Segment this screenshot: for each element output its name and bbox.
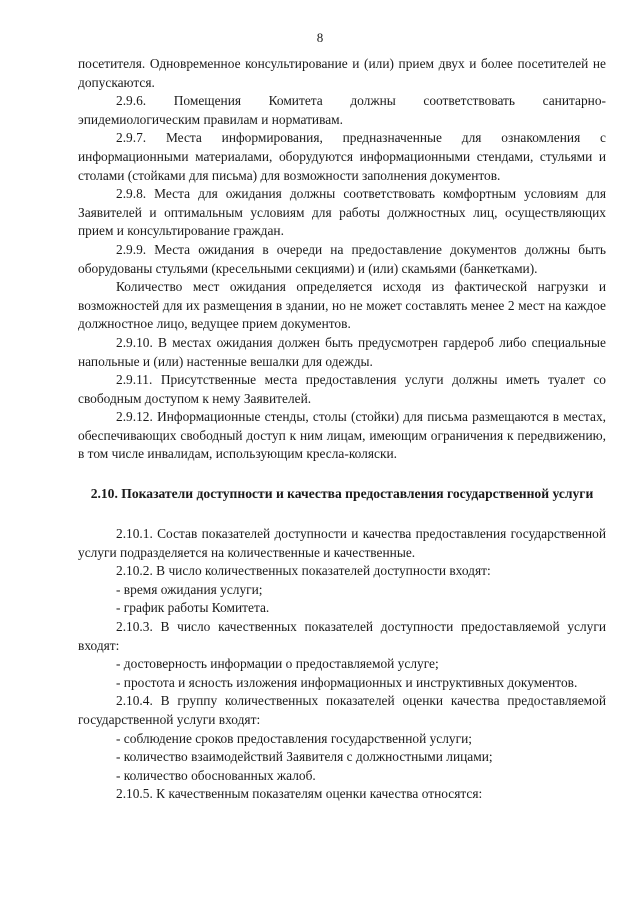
paragraph: - соблюдение сроков предоставления государственной услуги; xyxy=(116,730,472,746)
paragraph: 2.10.3. В число качественных показателей доступности предоставляемой услуги входят: xyxy=(78,619,606,653)
paragraph: - количество взаимодействий Заявителя с должностными лицами; xyxy=(116,749,493,765)
document-body xyxy=(78,55,606,804)
page-number: 8 xyxy=(316,30,324,45)
paragraph: 2.10.4. В группу количественных показателей оценки качества предоставляемой государственной услуги входят: xyxy=(78,693,606,727)
paragraph: 2.10.5. К качественным показателям оценки качества относятся: xyxy=(116,786,483,802)
paragraph: - время ожидания услуги; xyxy=(116,581,263,597)
paragraph: 2.9.12. Информационные стенды, столы (стойки) для письма размещаются в местах, обеспечивающих свободный доступ к ним лицам, имеющим ограничения к передвижению, в том числе инвалидам, использующим кресла-коляски. xyxy=(78,409,606,462)
paragraph: 2.9.9. Места ожидания в очереди на предоставление документов должны быть оборудованы стульями (кресельными секциями) и (или) скамьями (банкетками). xyxy=(78,241,606,276)
paragraph: 2.10.1. Состав показателей доступности и качества предоставления государственной услуги подразделяется на количественные и качественные. xyxy=(78,526,606,560)
paragraph: - график работы Комитета. xyxy=(116,600,270,616)
section-2-9-paragraphs xyxy=(78,55,606,464)
paragraph: Количество мест ожидания определяется исходя из фактической нагрузки и возможностей для их размещения в здании, но не может составлять менее 2 мест на каждое должностное лицо, ведущее прием документов. xyxy=(78,279,606,332)
section-heading: 2.10. Показатели доступности и качества предоставления государственной услуги xyxy=(90,486,594,502)
paragraph: 2.9.11. Присутственные места предоставления услуги должны иметь туалет со свободным доступом к нему Заявителей. xyxy=(78,372,606,406)
paragraph: - простота и ясность изложения информационных и инструктивных документов. xyxy=(116,674,578,690)
paragraph: 2.9.10. В местах ожидания должен быть предусмотрен гардероб либо специальные напольные и (или) настенные вешалки для одежды. xyxy=(78,334,606,369)
paragraph: 2.9.6. Помещения Комитета должны соответствовать санитарно-эпидемиологическим правилам и нормативам. xyxy=(78,93,606,127)
section-2-10-paragraphs xyxy=(78,525,606,804)
paragraph: 2.9.7. Места информирования, предназначенные для ознакомления с информационными материалами, оборудуются информационными стендами, стульями и столами (стойками для письма) для возможности заполнения документов. xyxy=(78,130,606,183)
paragraph: - количество обоснованных жалоб. xyxy=(116,767,316,783)
paragraph: 2.9.8. Места для ожидания должны соответствовать комфортным условиям для Заявителей и оптимальным условиям для работы должностных лиц, осуществляющих прием и консультирование граждан. xyxy=(78,186,606,239)
paragraph: - достоверность информации о предоставляемой услуге; xyxy=(116,656,439,672)
paragraph: 2.10.2. В число количественных показателей доступности входят: xyxy=(116,563,491,579)
paragraph: посетителя. Одновременное консультирование и (или) прием двух и более посетителей не допускаются. xyxy=(78,56,606,90)
